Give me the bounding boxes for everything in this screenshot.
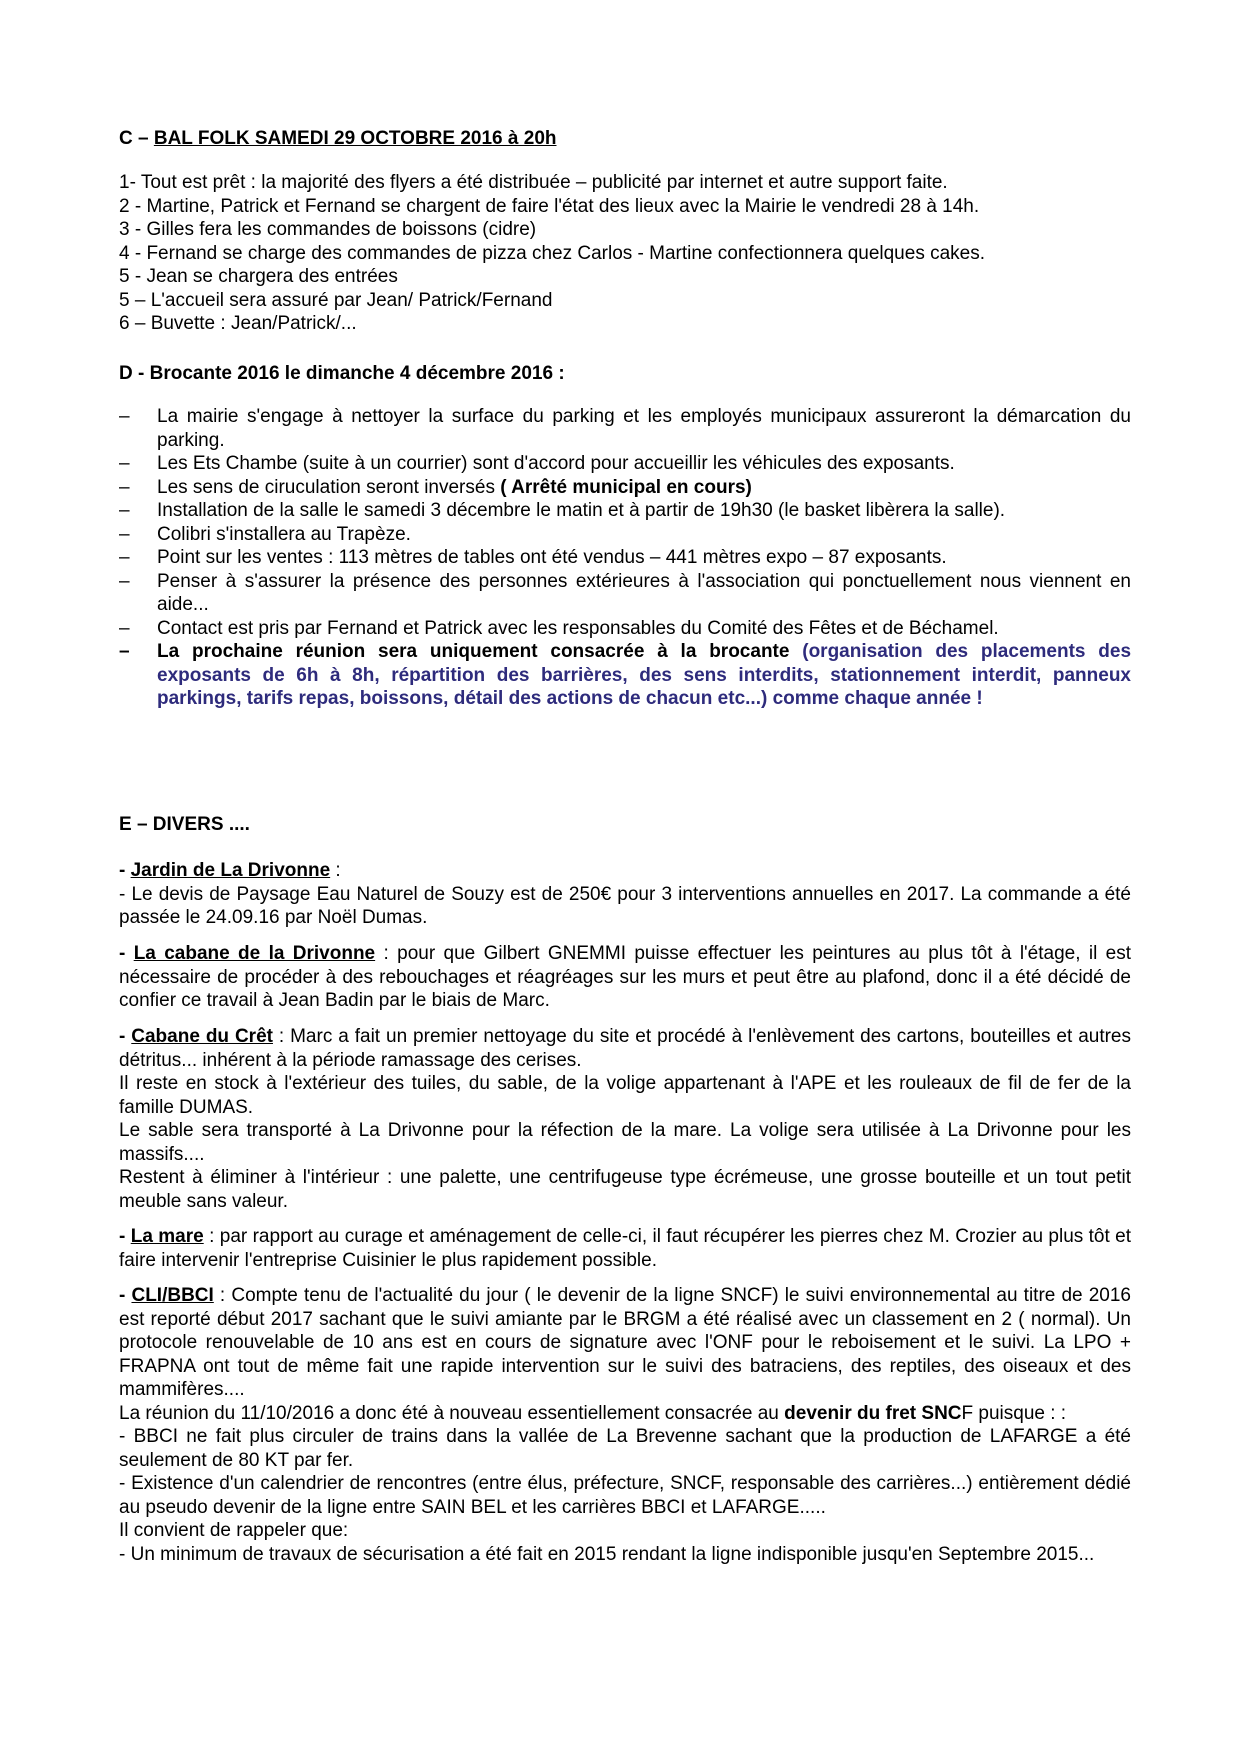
dash-bullet: – <box>119 523 130 545</box>
list-item <box>119 523 1131 547</box>
dash-bullet: – <box>119 570 130 592</box>
list-item-text: La mairie s'engage à nettoyer la surface du parking et les employés municipaux assureront la démarcation du parking. <box>157 406 1131 451</box>
next-meeting-details: (organisation des placements des exposants de 6h à 8h, répartition des barrières, des sens interdits, stationnement interdit, panneux parkings, tarifs repas, boissons, détail des actions de chacun etc...) comme chaque année ! <box>157 641 1132 709</box>
list-item <box>119 546 1131 570</box>
next-meeting-text: La prochaine réunion sera uniquement consacrée à la brocante <box>157 641 803 662</box>
cli-line-3: Il convient de rappeler que: <box>119 1520 349 1541</box>
list-item <box>119 617 1131 641</box>
list-item-text: Colibri s'installera au Trapèze. <box>157 523 411 545</box>
list-item-text: Penser à s'assurer la présence des personnes extérieures à l'association qui ponctuellement nous viennent en aide... <box>157 570 1131 615</box>
section-c-title <box>119 127 1131 151</box>
dash-bullet: – <box>119 500 130 521</box>
section-c-prefix: C – <box>119 128 154 149</box>
cli-line-1: - BBCI ne fait plus circuler de trains dans la vallée de La Brevenne sachant que la production de LAFARGE a été seulement de 80 KT par fer. <box>119 1426 1131 1471</box>
section-c <box>119 127 1131 151</box>
mare-prefix: - <box>119 1226 131 1247</box>
reunion-post: F puisque : : <box>961 1402 1067 1424</box>
cli-prefix: - <box>119 1285 132 1306</box>
cli-text: : Compte tenu de l'actualité du jour ( le devenir de la ligne SNCF) le suivi environnemental au titre de 2016 est reporté début 2017 sachant que le suivi amiante par le BRGM a été réalisé avec un classement en 2 ( normal). Un protocole renouvelable de 10 ans est en cours de signature avec l'ONF pour le reboisement et le suivi. La LPO + FRAPNA ont tout de même fait une rapide intervention sur le suivi des batraciens, des reptiles, des oiseaux et des mammifères.... <box>119 1285 1132 1400</box>
jardin-prefix: - <box>119 860 131 881</box>
list-item <box>119 570 1131 617</box>
cabane-cret-text: : Marc a fait un premier nettoyage du site et procédé à l'enlèvement des cartons, bouteilles et autres détritus... inhérent à la période ramassage des cerises. <box>119 1026 1131 1071</box>
section-c-line: 1- Tout est prêt : la majorité des flyers a été distribuée – publicité par internet et autre support faite. <box>119 172 948 193</box>
jardin-text: - Le devis de Paysage Eau Naturel de Souzy est de 250€ pour 3 interventions annuelles en 2017. La commande a été passée le 24.09.16 par Noël Dumas. <box>119 883 1131 928</box>
mare-text: : par rapport au curage et aménagement de celle-ci, il faut récupérer les pierres chez M. Crozier au plus tôt et faire intervenir l'entreprise Cuisinier le plus rapidement possible. <box>119 1226 1132 1271</box>
cabane-cret-prefix: - <box>119 1026 132 1047</box>
section-c-line: 4 - Fernand se charge des commandes de pizza chez Carlos - Martine confectionnera quelques cakes. <box>119 242 986 264</box>
list-item <box>119 476 1131 500</box>
section-e-title: E – DIVERS .... <box>119 814 250 835</box>
dash-bullet: – <box>119 406 130 427</box>
list-item-text: Installation de la salle le samedi 3 décembre le matin et à partir de 19h30 (le basket libèrera la salle). <box>157 500 1006 521</box>
list-item <box>119 405 1131 452</box>
reunion-bold: devenir du fret SNC <box>784 1402 962 1424</box>
cli-heading: CLI/BBCI <box>131 1285 214 1306</box>
list-item <box>119 499 1131 523</box>
cabane-drivonne-text: : pour que Gilbert GNEMMI puisse effectuer les peintures au plus tôt à l'étage, il est nécessaire de procéder à des rebouchages et réagréages sur les murs et peut être au plafond, donc il a été décidé de confier ce travail à Jean Badin par le biais de Marc. <box>119 943 1132 1011</box>
jardin-colon: : <box>330 860 341 881</box>
list-item-text: Contact est pris par Fernand et Patrick avec les responsables du Comité des Fêtes et de Béchamel. <box>157 617 999 639</box>
arrete-note: ( Arrêté municipal en cours) <box>500 476 752 498</box>
section-c-line: 3 - Gilles fera les commandes de boissons (cidre) <box>119 219 537 240</box>
cabane-cret-p2: Il reste en stock à l'extérieur des tuiles, du sable, de la volige appartenant à l'APE et les rouleaux de fil de fer de la famille DUMAS. <box>119 1073 1131 1118</box>
cli-line-4: - Un minimum de travaux de sécurisation a été fait en 2015 rendant la ligne indisponible jusqu'en Septembre 2015... <box>119 1543 1095 1565</box>
section-c-line: 5 – L'accueil sera assuré par Jean/ Patrick/Fernand <box>119 289 553 311</box>
cabane-cret-heading: Cabane du Crêt <box>131 1026 273 1047</box>
mare-heading: La mare <box>130 1226 204 1247</box>
mare-block <box>119 1225 1131 1272</box>
dash-bullet: – <box>119 453 130 474</box>
section-c-line: 5 - Jean se chargera des entrées <box>119 266 398 287</box>
dash-bullet: – <box>119 641 130 662</box>
section-c-line: 6 – Buvette : Jean/Patrick/... <box>119 313 357 334</box>
cabane-cret-block <box>119 1025 1131 1213</box>
cli-line-2: - Existence d'un calendrier de rencontres (entre élus, préfecture, SNCF, responsable des carrières...) entièrement dédié au pseudo devenir de la ligne entre SAIN BEL et les carrières BBCI et LAFARGE..... <box>119 1473 1131 1518</box>
list-item <box>119 640 1131 711</box>
dash-bullet: – <box>119 547 130 568</box>
cabane-drivonne-block <box>119 942 1131 1013</box>
reunion-text: La réunion du 11/10/2016 a donc été à nouveau essentiellement consacrée au <box>119 1402 785 1424</box>
list-item-text: Les sens de ciruculation seront inversés <box>157 476 501 498</box>
jardin-heading: Jardin de La Drivonne <box>130 860 331 881</box>
cabane-drivonne-prefix: - <box>119 943 134 964</box>
list-item-text: Les Ets Chambe (suite à un courrier) sont d'accord pour accueillir les véhicules des exposants. <box>157 453 955 474</box>
section-d-list <box>119 405 1131 711</box>
section-d-title: D - Brocante 2016 le dimanche 4 décembre 2016 : <box>119 363 565 384</box>
list-item <box>119 452 1131 476</box>
cabane-drivonne-heading: La cabane de la Drivonne <box>133 943 376 964</box>
section-c-list <box>119 171 1131 336</box>
dash-bullet: – <box>119 617 130 639</box>
section-c-heading: BAL FOLK SAMEDI 29 OCTOBRE 2016 à 20h <box>153 128 557 149</box>
jardin-heading-line <box>119 859 1131 883</box>
section-c-line: 2 - Martine, Patrick et Fernand se chargent de faire l'état des lieux avec la Mairie le vendredi 28 à 14h. <box>119 195 980 217</box>
jardin-block <box>119 859 1131 930</box>
cabane-cret-p4: Restent à éliminer à l'intérieur : une palette, une centrifugeuse type écrémeuse, une grosse bouteille et un tout petit meuble sans valeur. <box>119 1167 1131 1212</box>
cli-block <box>119 1284 1131 1566</box>
list-item-text: Point sur les ventes : 113 mètres de tables ont été vendus – 441 mètres expo – 87 exposants. <box>157 547 947 568</box>
dash-bullet: – <box>119 476 130 498</box>
cabane-cret-p3: Le sable sera transporté à La Drivonne pour la réfection de la mare. La volige sera utilisée à La Drivonne pour les massifs.... <box>119 1120 1131 1165</box>
